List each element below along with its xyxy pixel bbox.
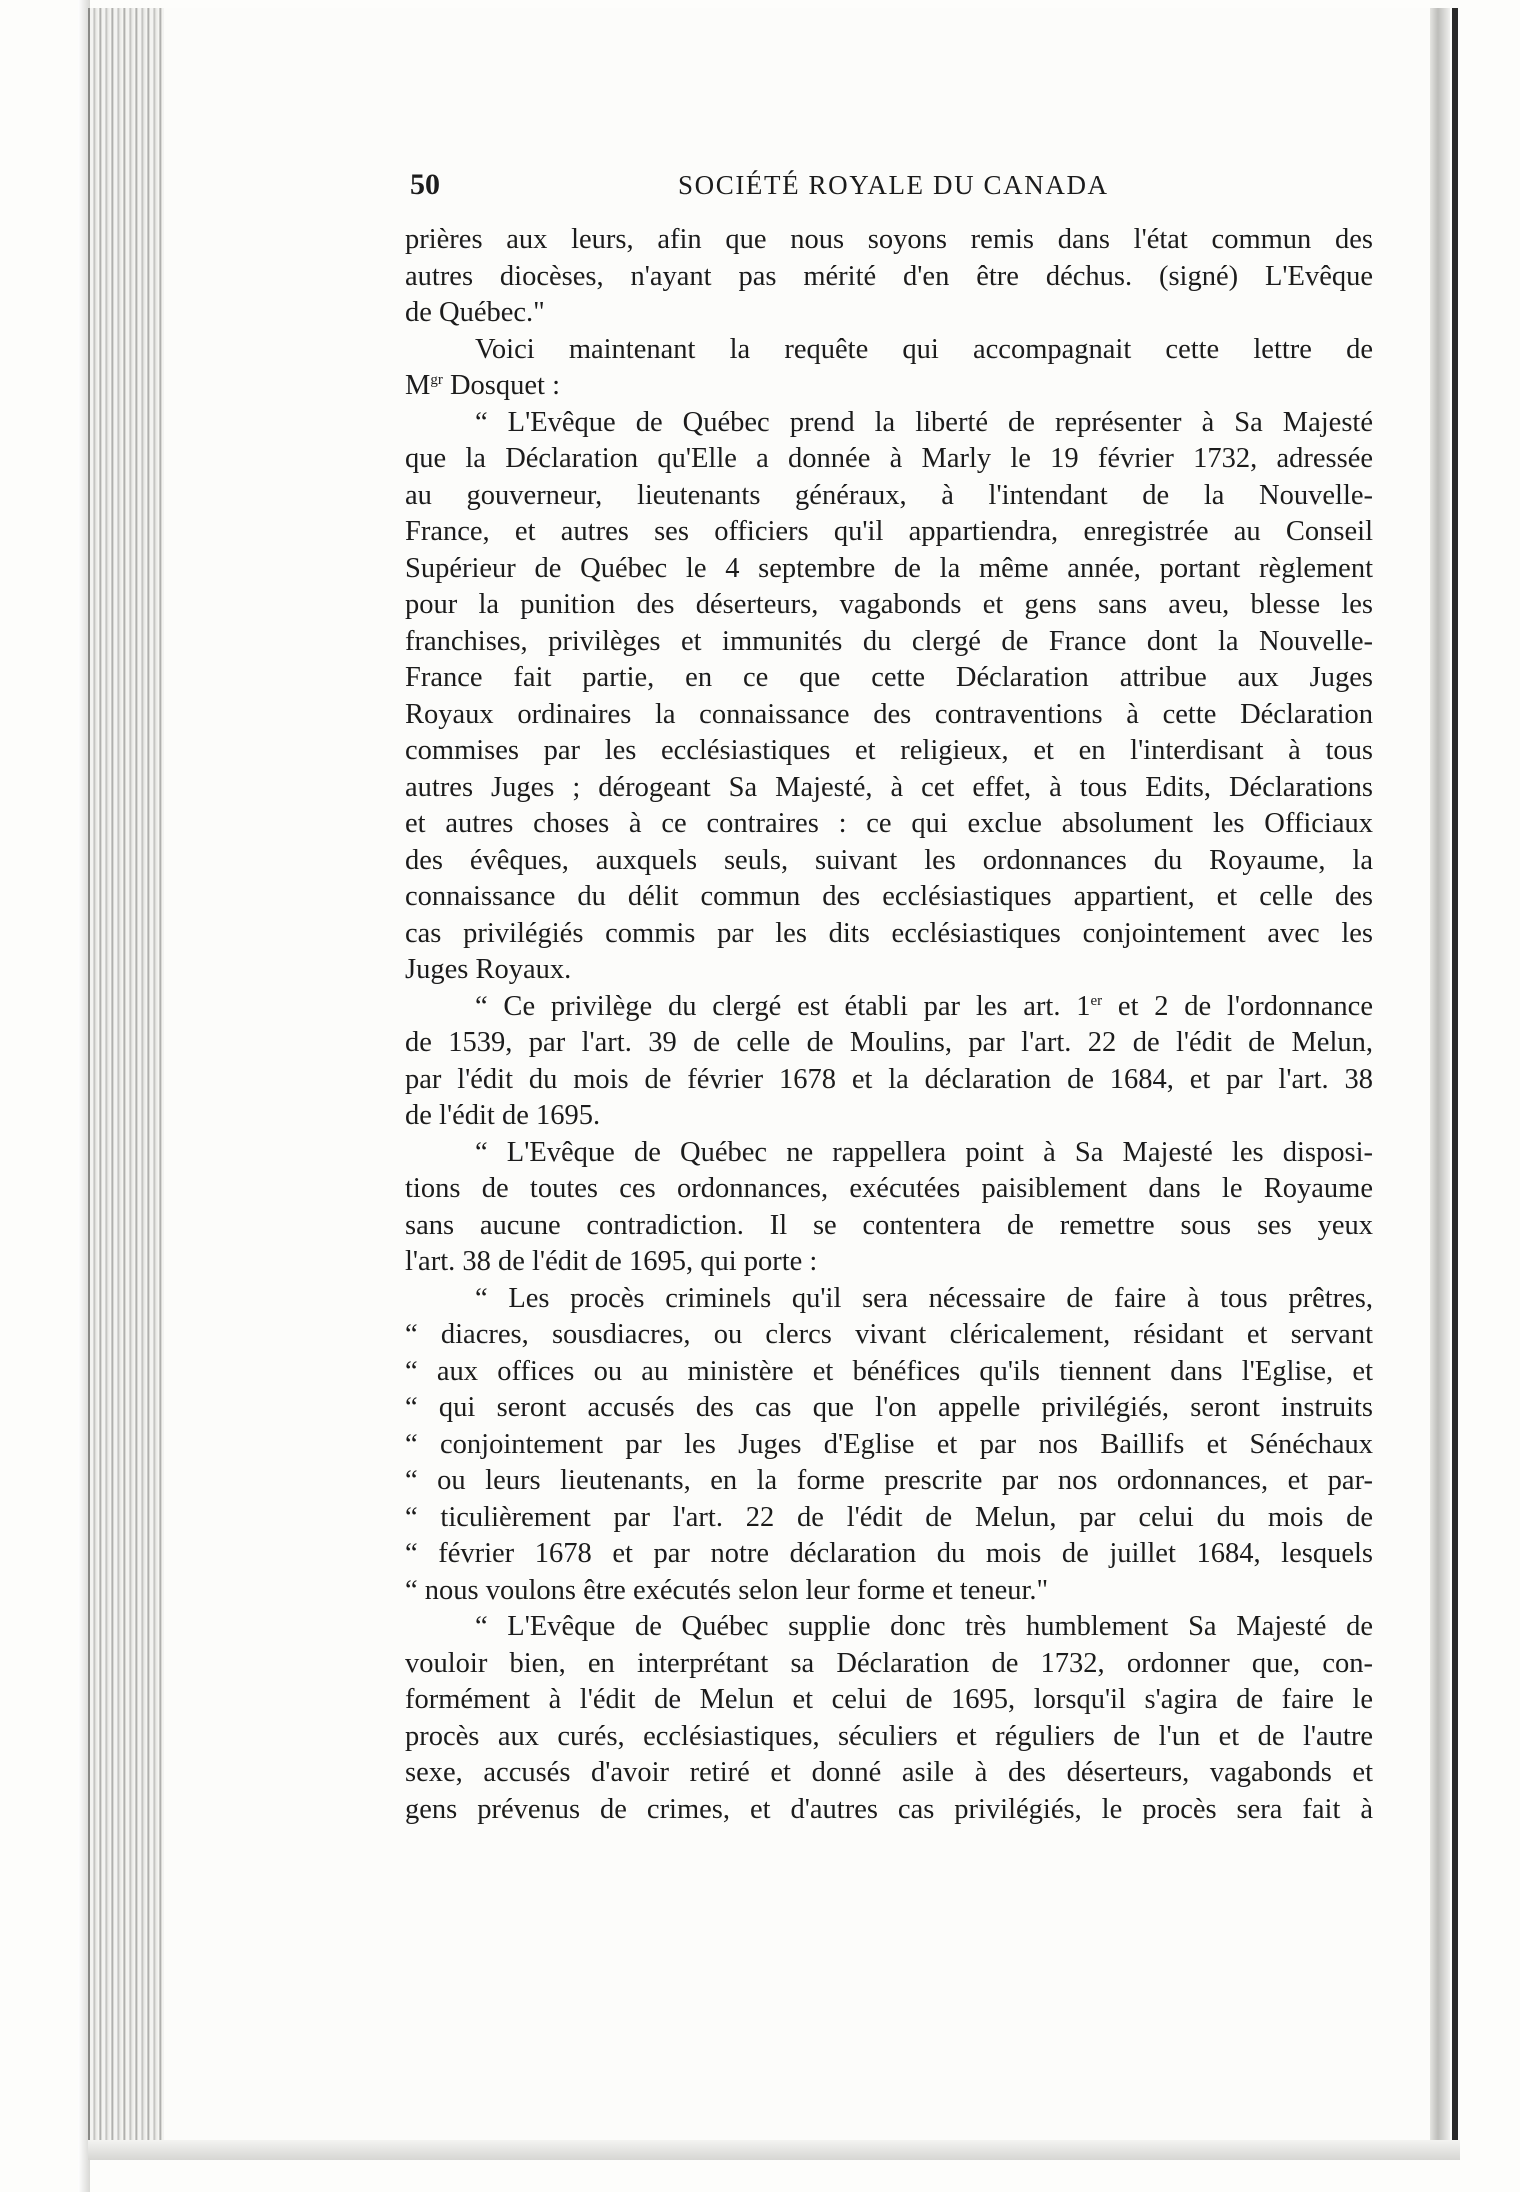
text-line: “ qui seront accusés des cas que l'on appelle privilégiés, seront instruits: [405, 1392, 1373, 1423]
text-line: Voici maintenant la requête qui accompagnait cette lettre de: [475, 333, 1373, 365]
superscript: er: [1090, 992, 1103, 1009]
text-line: “ diacres, sousdiacres, ou clercs vivant cléricalement, résidant et servant: [405, 1319, 1373, 1350]
text-line: Juges Royaux.: [405, 954, 572, 985]
text-line: tions de toutes ces ordonnances, exécutées paisiblement dans le Royaume: [405, 1173, 1373, 1204]
text-line: “ Les procès criminels qu'il sera nécessaire de faire à tous prêtres,: [475, 1282, 1373, 1314]
text-line: [405, 368, 1373, 405]
text-line: cas privilégiés commis par les dits ecclésiastiques conjointement avec les: [405, 917, 1373, 949]
text-line: “ ticulièrement par l'art. 22 de l'édit de Melun, par celui du mois de: [405, 1501, 1373, 1533]
text-line: procès aux curés, ecclésiastiques, séculiers et réguliers de l'un et de l'autre: [405, 1720, 1373, 1752]
text-line: que la Déclaration qu'Elle a donnée à Marly le 19 février 1732, adressée: [405, 443, 1373, 474]
text-line: de l'édit de 1695.: [405, 1100, 601, 1131]
text-line: autres diocèses, n'ayant pas mérité d'en être déchus. (signé) L'Evêque: [405, 260, 1373, 292]
text-line: de Québec.": [405, 297, 545, 328]
text-line: France, et autres ses officiers qu'il appartiendra, enregistrée au Conseil: [405, 516, 1373, 547]
text-line: “ conjointement par les Juges d'Eglise et par nos Baillifs et Sénéchaux: [405, 1428, 1373, 1460]
text-line: [405, 989, 1373, 1026]
text-line: “ février 1678 et par notre déclaration du mois de juillet 1684, lesquels: [405, 1538, 1373, 1569]
page-stack-edges: [88, 8, 166, 2160]
page-bottom-edge: [88, 2140, 1460, 2160]
running-head: SOCIÉTÉ ROYALE DU CANADA: [678, 170, 1109, 200]
text-line: gens prévenus de crimes, et d'autres cas privilégiés, le procès sera fait à: [405, 1793, 1373, 1825]
text-line: “ L'Evêque de Québec prend la liberté de représenter à Sa Majesté: [475, 406, 1373, 438]
superscript: gr: [430, 372, 443, 388]
page-number: 50: [410, 168, 440, 201]
text-line: Royaux ordinaires la connaissance des contraventions à cette Déclaration: [405, 698, 1373, 730]
text-fragment: et 2 de l'ordonnance: [1102, 990, 1373, 1022]
text-line: “ L'Evêque de Québec ne rappellera point à Sa Majesté les disposi-: [475, 1136, 1373, 1168]
text-line: l'art. 38 de l'édit de 1695, qui porte :: [405, 1246, 818, 1277]
text-line: vouloir bien, en interprétant sa Déclaration de 1732, ordonner que, con-: [405, 1647, 1373, 1679]
page-right-border: [1452, 8, 1458, 2158]
page-right-edge: [1430, 8, 1450, 2142]
text-line: au gouverneur, lieutenants généraux, à l'intendant de la Nouvelle-: [405, 479, 1373, 511]
page-header: [410, 168, 1410, 208]
text-line: sans aucune contradiction. Il se contentera de remettre sous ses yeux: [405, 1209, 1373, 1241]
body-text: [405, 222, 1373, 1828]
text-line: France fait partie, en ce que cette Déclaration attribue aux Juges: [405, 662, 1373, 693]
text-line: formément à l'édit de Melun et celui de 1695, lorsqu'il s'agira de faire le: [405, 1684, 1373, 1715]
text-line: par l'édit du mois de février 1678 et la déclaration de 1684, et par l'art. 38: [405, 1063, 1373, 1095]
text-line: de 1539, par l'art. 39 de celle de Moulins, par l'art. 22 de l'édit de Melun,: [405, 1027, 1373, 1058]
text-line: commises par les ecclésiastiques et religieux, et en l'interdisant à tous: [405, 735, 1373, 766]
text-fragment: Dosquet :: [442, 370, 561, 401]
text-line: “ aux offices ou au ministère et bénéfices qu'ils tiennent dans l'Eglise, et: [405, 1355, 1373, 1387]
text-line: prières aux leurs, afin que nous soyons remis dans l'état commun des: [405, 224, 1373, 255]
text-line: “ L'Evêque de Québec supplie donc très humblement Sa Majesté de: [475, 1611, 1373, 1642]
text-line: Supérieur de Québec le 4 septembre de la même année, portant règlement: [405, 552, 1373, 584]
text-line: “ ou leurs lieutenants, en la forme prescrite par nos ordonnances, et par-: [405, 1465, 1373, 1496]
text-line: et autres choses à ce contraires : ce qui exclue absolument les Officiaux: [405, 808, 1373, 839]
text-line: sexe, accusés d'avoir retiré et donné asile à des déserteurs, vagabonds et: [405, 1757, 1373, 1788]
text-fragment: M: [405, 370, 431, 401]
text-line: franchises, privilèges et immunités du clergé de France dont la Nouvelle-: [405, 625, 1373, 657]
text-line: des évêques, auxquels seuls, suivant les ordonnances du Royaume, la: [405, 844, 1373, 876]
text-line: autres Juges ; dérogeant Sa Majesté, à cet effet, à tous Edits, Déclarations: [405, 771, 1373, 803]
text-fragment: “ Ce privilège du clergé est établi par les art. 1: [475, 990, 1091, 1022]
text-line: connaissance du délit commun des ecclésiastiques appartient, et celle des: [405, 881, 1373, 912]
text-line: pour la punition des déserteurs, vagabonds et gens sans aveu, blesse les: [405, 589, 1373, 620]
text-line: “ nous voulons être exécutés selon leur forme et teneur.": [405, 1574, 1049, 1606]
